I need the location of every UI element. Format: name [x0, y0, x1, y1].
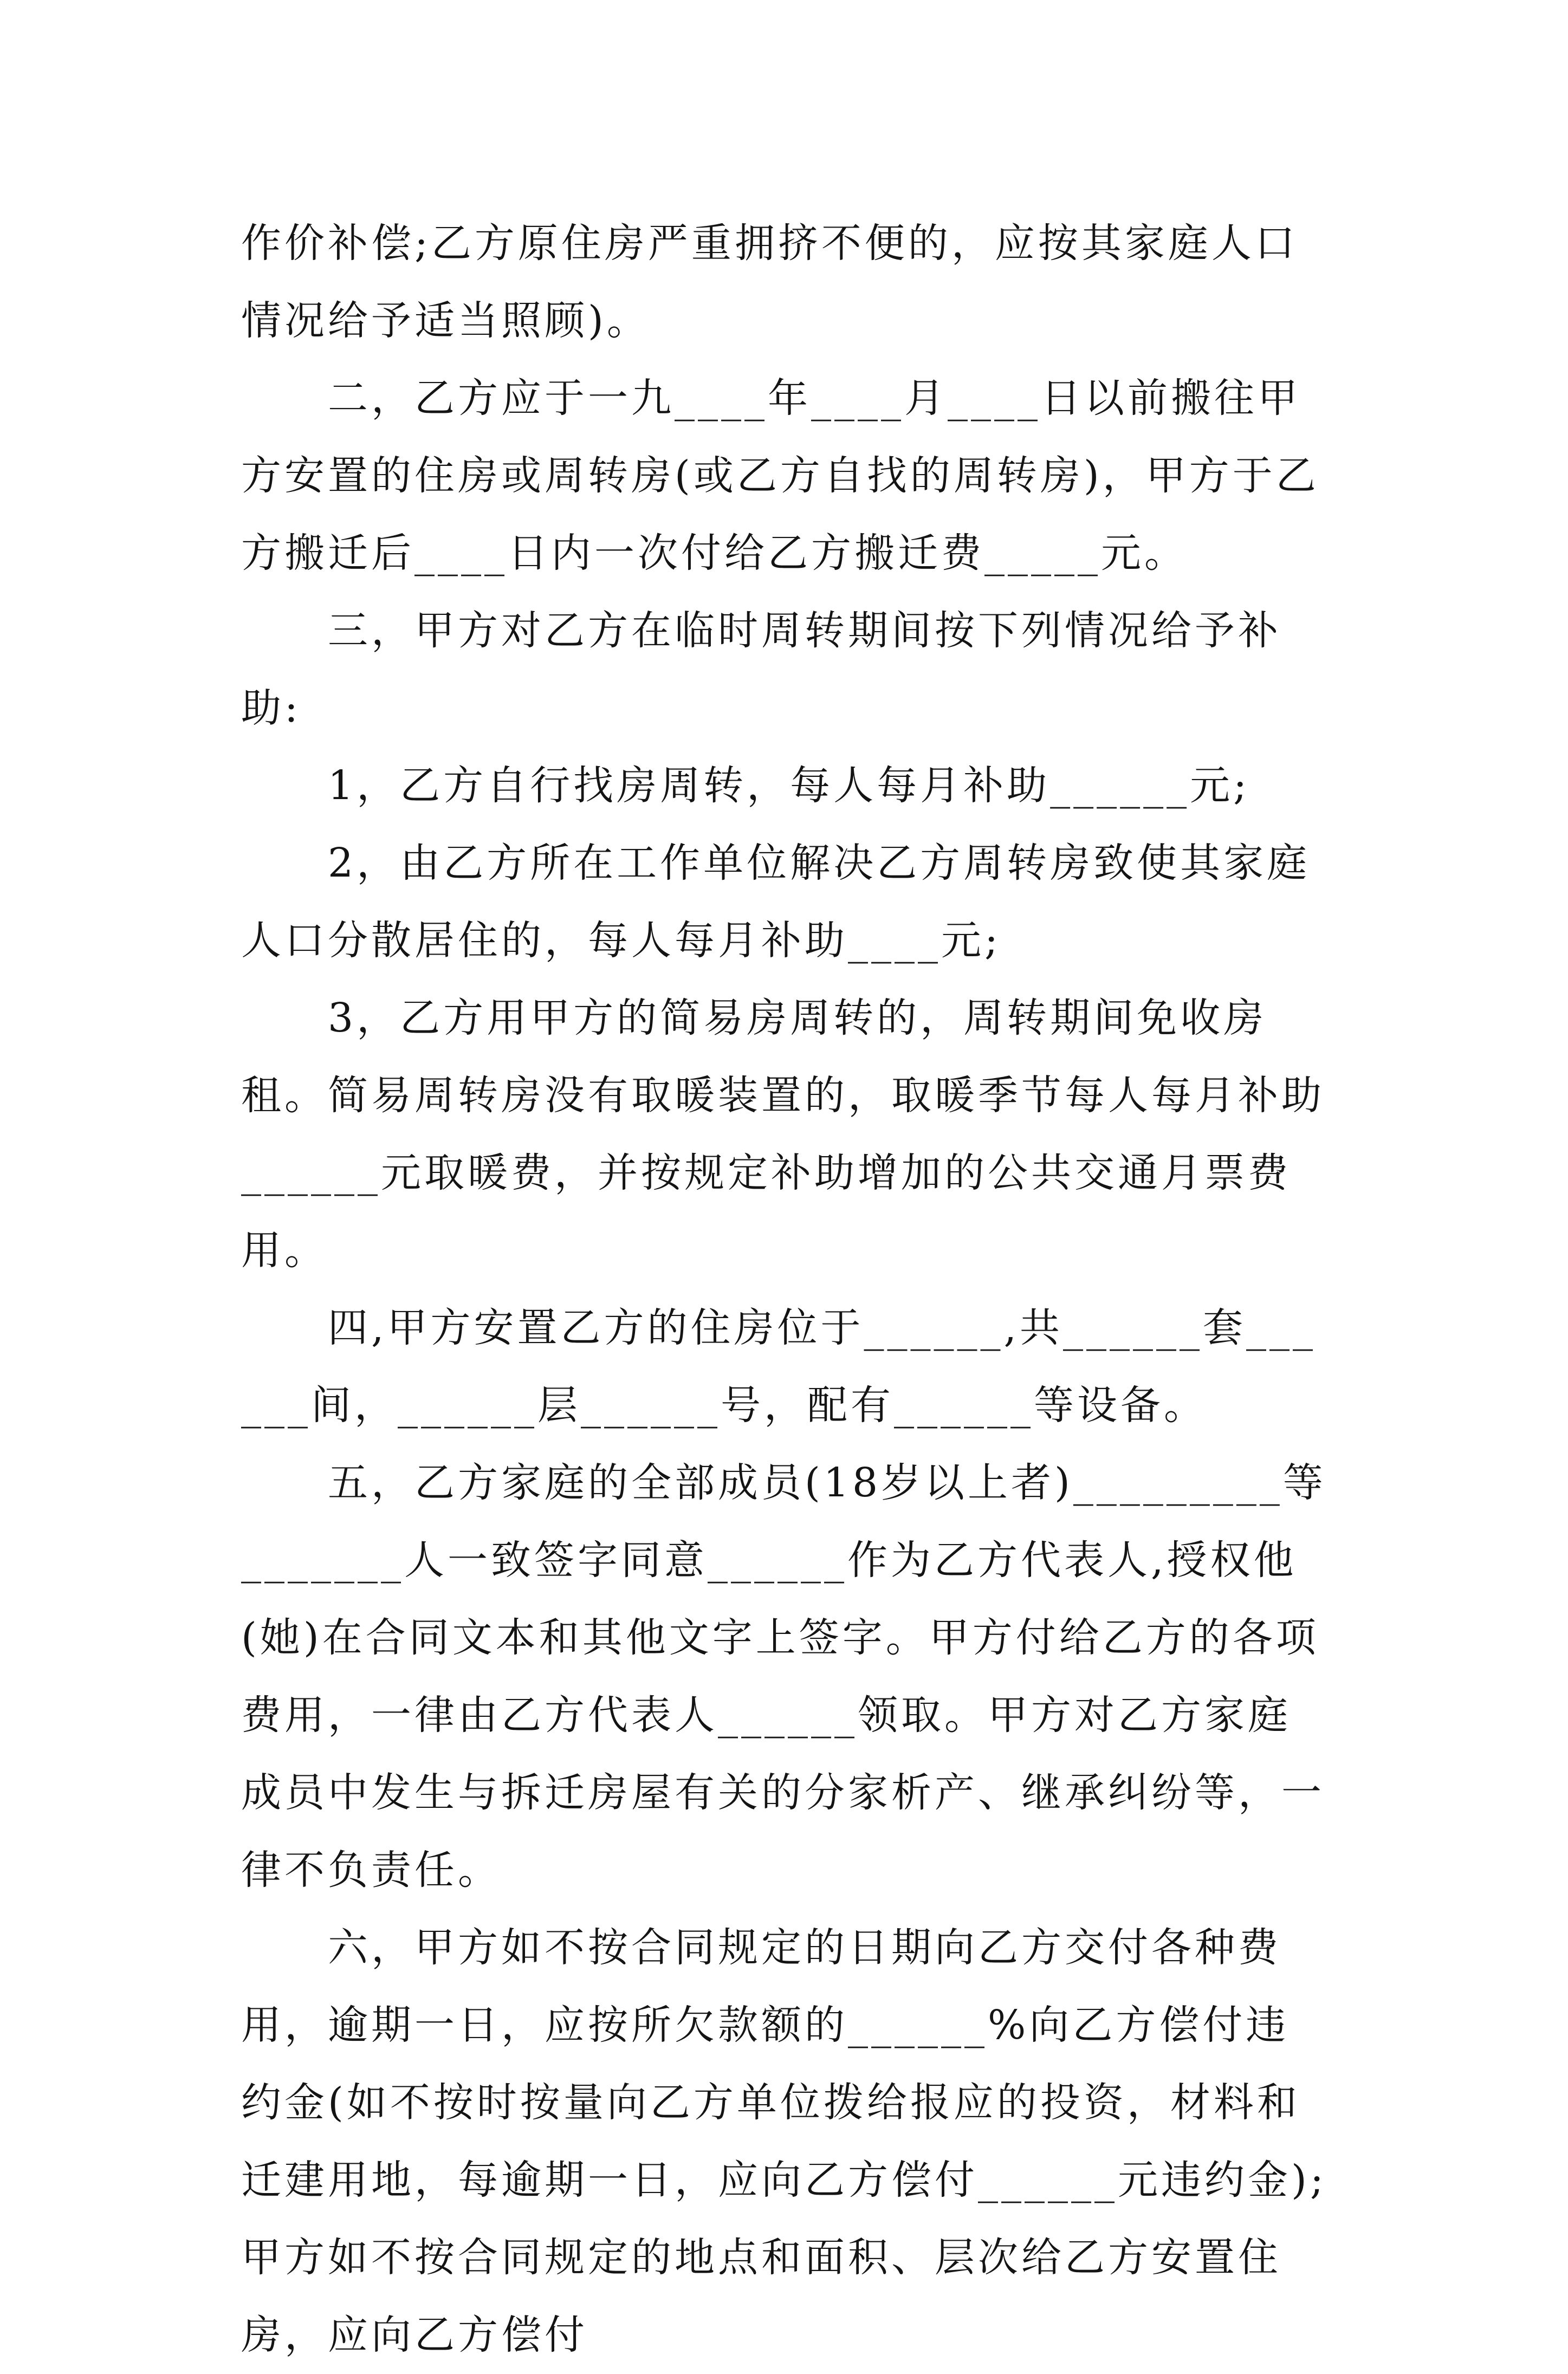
paragraph-clause-3-item-2: 2，由乙方所在工作单位解决乙方周转房致使其家庭人口分散居住的，每人每月补助____元;: [241, 840, 1311, 964]
paragraph-clause-4: 四,甲方安置乙方的住房位于______,共______套______间，______层______号，配有______等设备。: [241, 1305, 1317, 1429]
paragraph-clause-5: 五，乙方家庭的全部成员(18岁以上者)_________等_______人一致签字同意______作为乙方代表人,授权他(她)在合同文本和其他文字上签字。甲方付给乙方的各项费用，一律由乙方代表人______领取。甲方对乙方家庭成员中发生与拆迁房屋有关的分家析产、继承纠纷等，一律不负责任。: [241, 1460, 1326, 1893]
paragraph-clause-3: 三，甲方对乙方在临时周转期间按下列情况给予补助:: [241, 607, 1281, 731]
document-body: [241, 205, 1330, 2374]
paragraph-continuation: 作价补偿;乙方原住房严重拥挤不便的，应按其家庭人口情况给予适当照顾)。: [241, 220, 1298, 344]
paragraph-clause-6: 六，甲方如不按合同规定的日期向乙方交付各种费用，逾期一日，应按所欠款额的______%向乙方偿付违约金(如不按时按量向乙方单位拨给报应的投资，材料和迁建用地，每逾期一日，应向乙方偿付______元违约金);甲方如不按合同规定的地点和面积、层次给乙方安置住房，应向乙方偿付: [241, 1924, 1327, 2358]
paragraph-clause-3-item-3: 3，乙方用甲方的简易房周转的，周转期间免收房租。简易周转房没有取暖装置的，取暖季节每人每月补助______元取暖费，并按规定补助增加的公共交通月票费用。: [241, 995, 1325, 1274]
paragraph-clause-3-item-1: 1，乙方自行找房周转，每人每月补助______元;: [328, 762, 1250, 809]
paragraph-clause-2: 二，乙方应于一九____年____月____日以前搬往甲方安置的住房或周转房(或乙方自找的周转房)，甲方于乙方搬迁后____日内一次付给乙方搬迁费_____元。: [241, 375, 1319, 576]
